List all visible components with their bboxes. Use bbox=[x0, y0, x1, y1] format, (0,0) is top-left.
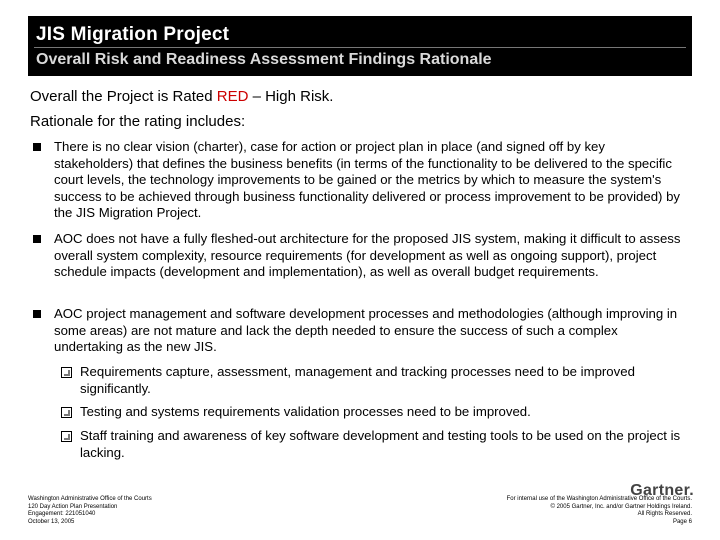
sub-bullet-item bbox=[58, 364, 683, 397]
footer-client: Washington Administrative Office of the Courts bbox=[28, 496, 152, 502]
header-divider bbox=[34, 47, 686, 48]
bullet-item bbox=[30, 306, 685, 356]
checkbox-bullet-icon bbox=[61, 407, 72, 418]
rating-value: RED bbox=[216, 88, 249, 105]
footer-copyright: © 2005 Gartner, Inc. and/or Gartner Holdings Ireland. bbox=[550, 503, 692, 510]
sub-bullet-item bbox=[58, 428, 683, 461]
sub-bullet-text: Requirements capture, assessment, management and tracking processes need to be improved significantly. bbox=[80, 364, 635, 396]
bullet-text: AOC project management and software development processes and methodologies (although improving in some areas) are not mature and lack the depth needed to ensure the success of such a complex undertaking as the new JIS. bbox=[54, 306, 678, 354]
sub-bullet-item bbox=[58, 404, 683, 421]
footer-page-number: Page 6 bbox=[672, 518, 692, 525]
footer-left bbox=[28, 496, 152, 526]
sub-bullet-text: Testing and systems requirements validation processes need to be improved. bbox=[80, 404, 531, 419]
footer-date: October 13, 2005 bbox=[28, 518, 75, 525]
rationale-label: Rationale for the rating includes: bbox=[30, 113, 246, 130]
slide-header bbox=[28, 16, 692, 76]
slide-title: JIS Migration Project bbox=[36, 24, 230, 45]
square-bullet-icon bbox=[33, 310, 41, 318]
bullet-text: There is no clear vision (charter), case for action or project plan in place (and signed off by key stakeholders) that defines the business benefits (in terms of the functionality to be delivered to the specific court levels, the technology improvements to be gained or the metrics by which to measure the system's success to be achieved through business functionality delivered or process improvement to be provided) by the JIS Migration Project. bbox=[54, 139, 681, 220]
bullet-text: AOC does not have a fully fleshed-out architecture for the proposed JIS system, making it difficult to assess overall system complexity, resource requirements (for development as well as ongoing support), project schedule impacts (development and implementation), as well as overall budget requirements. bbox=[54, 231, 681, 279]
square-bullet-icon bbox=[33, 235, 41, 243]
square-bullet-icon bbox=[33, 143, 41, 151]
bullet-item bbox=[30, 139, 685, 222]
rating-statement bbox=[30, 88, 333, 106]
slide-subtitle: Overall Risk and Readiness Assessment Findings Rationale bbox=[36, 51, 492, 68]
sub-bullet-text: Staff training and awareness of key software development and testing tools to be used on the project is lacking. bbox=[80, 428, 681, 460]
checkbox-bullet-icon bbox=[61, 431, 72, 442]
rating-suffix: – High Risk. bbox=[248, 88, 334, 105]
footer-rights: All Rights Reserved. bbox=[637, 511, 692, 518]
footer-presentation: 120 Day Action Plan Presentation bbox=[28, 503, 118, 510]
checkbox-bullet-icon bbox=[61, 367, 72, 378]
rating-prefix: Overall the Project is Rated bbox=[30, 88, 217, 105]
footer-right bbox=[507, 496, 692, 526]
footer-usage-note: For internal use of the Washington Administrative Office of the Courts. bbox=[506, 496, 692, 502]
bullet-item bbox=[30, 231, 685, 281]
gartner-logo: Gartner. bbox=[630, 482, 694, 499]
footer-engagement: Engagement: 221051040 bbox=[28, 511, 96, 518]
